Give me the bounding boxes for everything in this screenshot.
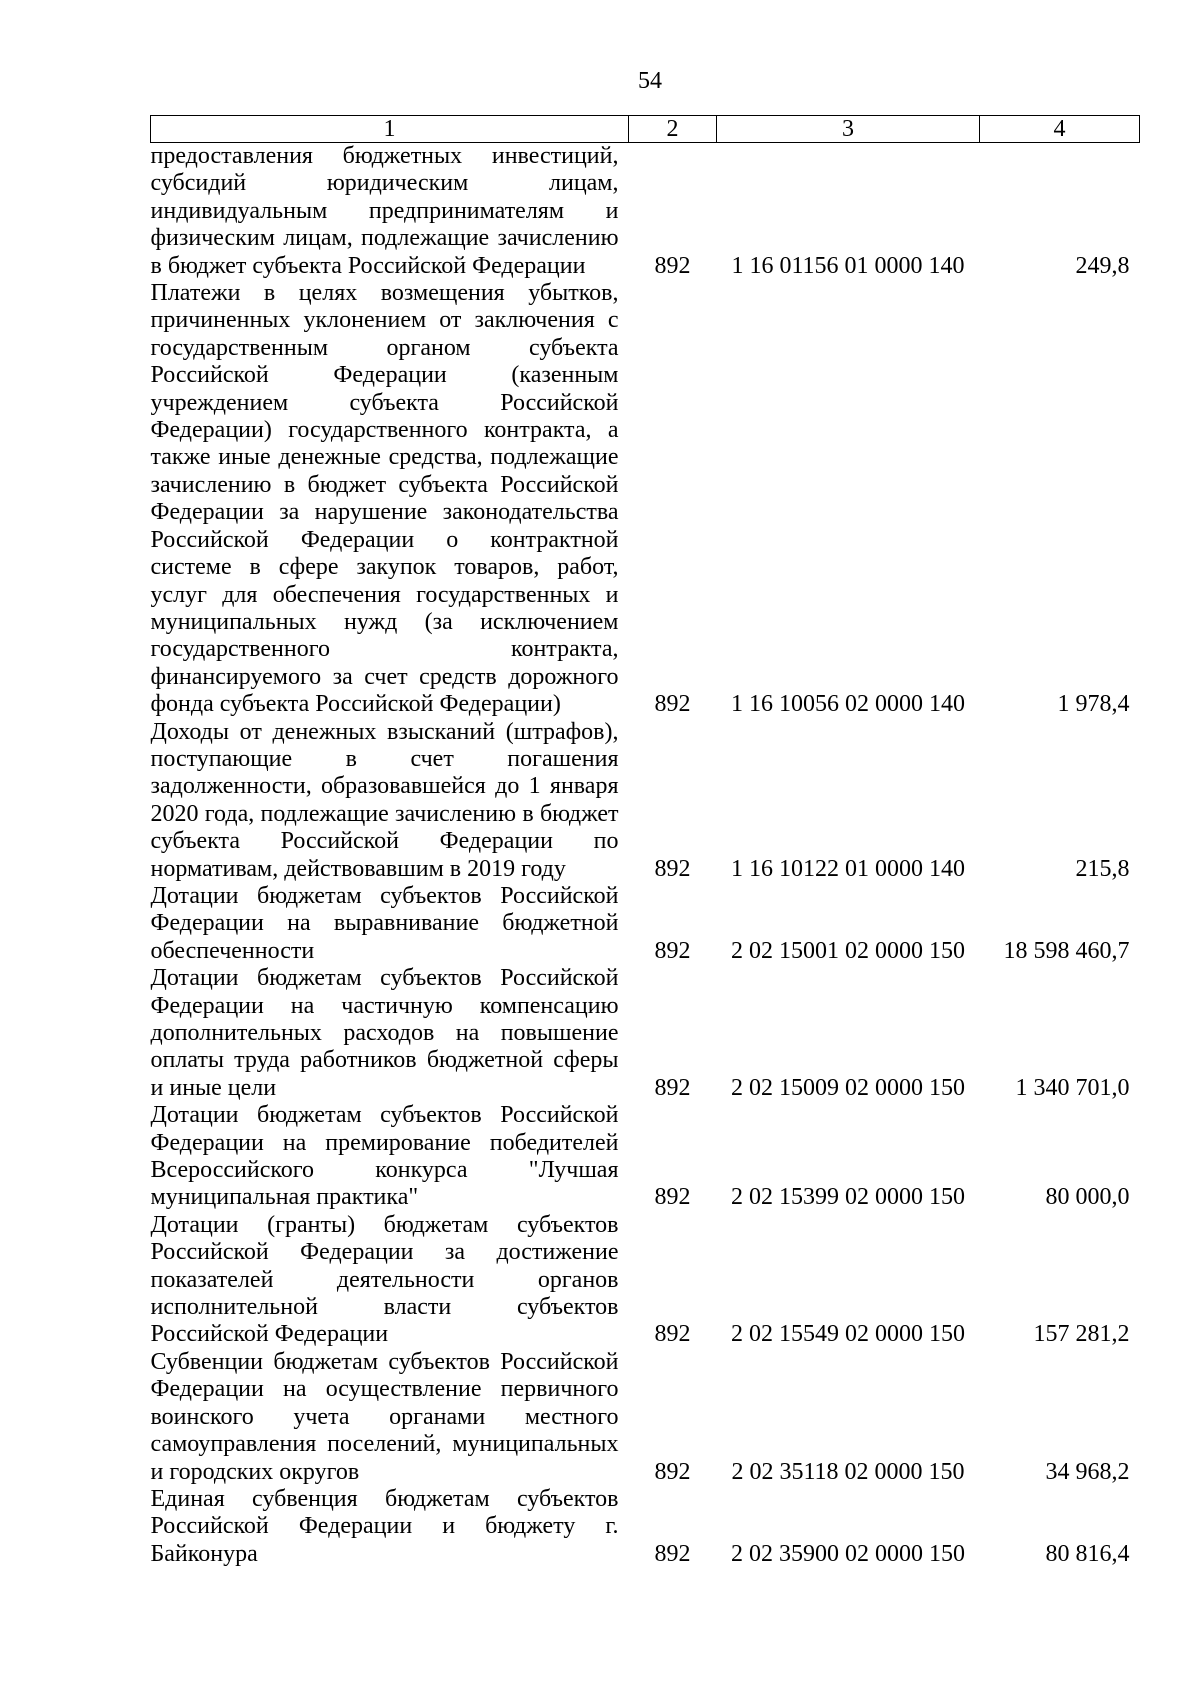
table-header-row [151, 116, 1140, 143]
row-amount: 34 968,2 [1045, 1458, 1130, 1485]
column-header-1: 1 [151, 116, 629, 143]
table-row [151, 143, 1140, 281]
row-description: Платежи в целях возмещения убытков, причиненных уклонением от заключения с государственным органом субъекта Российской Федерации (казенным учреждением субъекта Российской Федерации) государственного контракта, а также иные денежные средства, подлежащие зачислению в бюджет субъекта Российской Федерации за нарушение законодательства Российской Федерации о контрактной системе в сфере закупок товаров, работ, услуг для обеспечения государственных и муниципальных нужд (за исключением государственного контракта, финансируемого за счет средств дорожного фонда субъекта Российской Федерации) [150, 280, 619, 718]
row-description: Дотации (гранты) бюджетам субъектов Российской Федерации за достижение показателей деятельности органов исполнительной власти субъектов Российской Федерации [150, 1211, 619, 1348]
column-header-2: 2 [629, 116, 717, 143]
row-amount: 157 281,2 [1033, 1321, 1130, 1348]
row-revenue-code: 2 02 35118 02 0000 150 [731, 1458, 965, 1485]
row-description: предоставления бюджетных инвестиций, субсидий юридическим лицам, индивидуальным предпринимателям и физическим лицам, подлежащие зачислению в бюджет субъекта Российской Федерации [150, 143, 619, 279]
table-row [151, 1486, 1140, 1568]
row-amount: 1 978,4 [1057, 691, 1130, 718]
row-description: Доходы от денежных взысканий (штрафов), поступающие в счет погашения задолженности, образовавшейся до 1 января 2020 года, подлежащие зачислению в бюджет субъекта Российской Федерации по нормативам, действовавшим в 2019 году [150, 718, 619, 882]
table-row [151, 965, 1140, 1102]
row-description: Единая субвенция бюджетам субъектов Российской Федерации и бюджету г. Байконура [150, 1485, 619, 1567]
row-amount: 249,8 [1075, 252, 1130, 279]
row-revenue-code: 1 16 01156 01 0000 140 [731, 252, 965, 279]
row-admin-code: 892 [654, 691, 691, 718]
row-revenue-code: 2 02 15001 02 0000 150 [731, 937, 965, 964]
row-revenue-code: 2 02 35900 02 0000 150 [731, 1540, 965, 1567]
row-revenue-code: 1 16 10122 01 0000 140 [731, 855, 965, 882]
budget-revenue-table [150, 115, 1140, 1568]
row-revenue-code: 2 02 15399 02 0000 150 [731, 1184, 965, 1211]
row-description: Дотации бюджетам субъектов Российской Федерации на выравнивание бюджетной обеспеченности [150, 882, 619, 964]
row-amount: 18 598 460,7 [1003, 937, 1130, 964]
table-row [151, 1102, 1140, 1212]
row-admin-code: 892 [654, 1184, 691, 1211]
row-revenue-code: 1 16 10056 02 0000 140 [731, 691, 965, 718]
row-admin-code: 892 [654, 252, 691, 279]
column-header-3: 3 [717, 116, 980, 143]
row-amount: 80 000,0 [1045, 1184, 1130, 1211]
row-admin-code: 892 [654, 937, 691, 964]
table-row [151, 719, 1140, 883]
table-row [151, 1212, 1140, 1349]
row-description: Субвенции бюджетам субъектов Российской Федерации на осуществление первичного воинского учета органами местного самоуправления поселений, муниципальных и городских округов [150, 1348, 619, 1485]
table-row [151, 883, 1140, 965]
row-admin-code: 892 [654, 855, 691, 882]
row-admin-code: 892 [654, 1321, 691, 1348]
row-admin-code: 892 [654, 1458, 691, 1485]
table-row [151, 1349, 1140, 1486]
column-header-4: 4 [980, 116, 1140, 143]
row-revenue-code: 2 02 15549 02 0000 150 [731, 1321, 965, 1348]
table-row [151, 280, 1140, 719]
row-amount: 80 816,4 [1045, 1540, 1130, 1567]
row-amount: 1 340 701,0 [1015, 1074, 1130, 1101]
row-description: Дотации бюджетам субъектов Российской Федерации на частичную компенсацию дополнительных расходов на повышение оплаты труда работников бюджетной сферы и иные цели [150, 965, 619, 1101]
row-admin-code: 892 [654, 1074, 691, 1101]
row-description: Дотации бюджетам субъектов Российской Федерации на премирование победителей Всероссийского конкурса "Лучшая муниципальная практика" [150, 1102, 619, 1211]
row-amount: 215,8 [1075, 855, 1130, 882]
row-revenue-code: 2 02 15009 02 0000 150 [731, 1074, 965, 1101]
page-number: 54 [638, 68, 662, 94]
row-admin-code: 892 [654, 1540, 691, 1567]
